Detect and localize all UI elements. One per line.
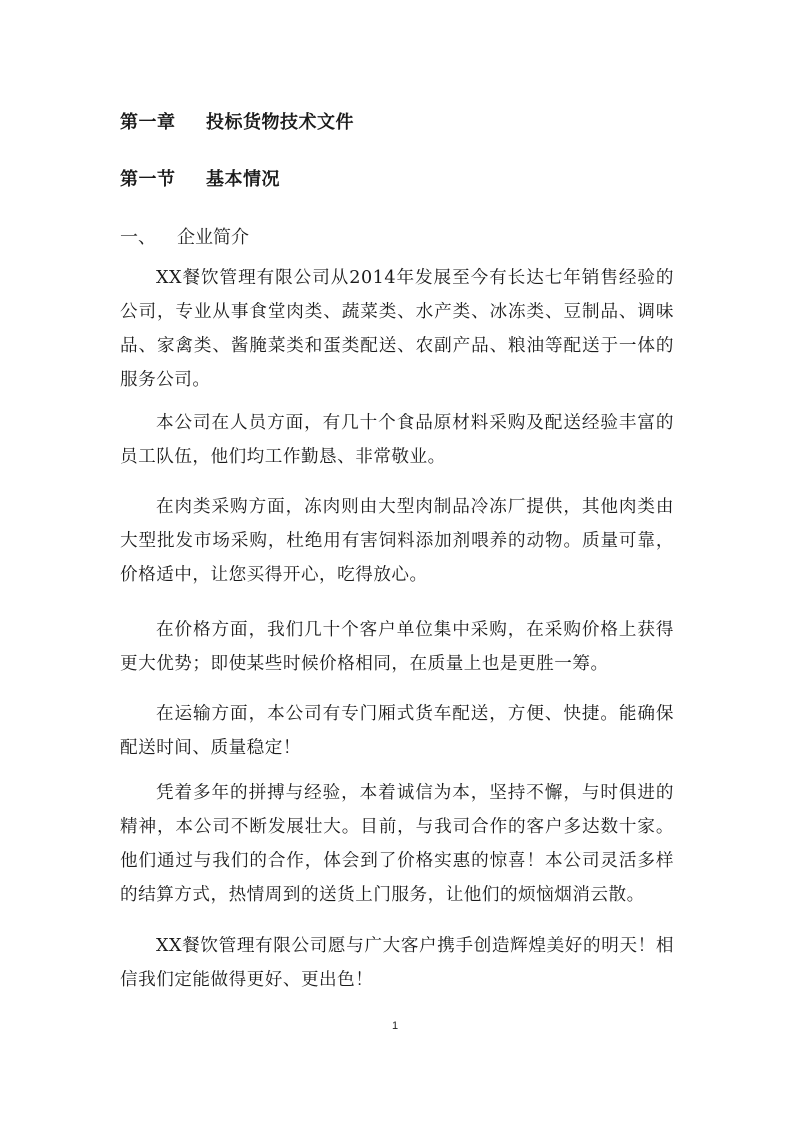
paragraph-closing: XX餐饮管理有限公司愿与广大客户携手创造辉煌美好的明天！相信我们定能做得更好、更出色！ bbox=[120, 936, 674, 990]
section-title: 基本情况 bbox=[206, 169, 280, 190]
chapter-number: 第一章 bbox=[120, 112, 176, 133]
subsection-number: 一、 bbox=[120, 227, 156, 248]
section-heading bbox=[120, 165, 280, 191]
chapter-title: 投标货物技术文件 bbox=[206, 112, 354, 133]
chapter-heading bbox=[120, 108, 354, 134]
paragraph-development: 凭着多年的拼搏与经验，本着诚信为本，坚持不懈，与时俱进的精神，本公司不断发展壮大。目前，与我司合作的客户多达数十家。他们通过与我们的合作，体会到了价格实惠的惊喜！本公司灵活多样的结算方式，热情周到的送货上门服务，让他们的烦恼烟消云散。 bbox=[120, 783, 674, 905]
page-number: 1 bbox=[392, 1020, 399, 1032]
paragraph-meat-procurement: 在肉类采购方面，冻肉则由大型肉制品冷冻厂提供，其他肉类由大型批发市场采购，杜绝用有害饲料添加剂喂养的动物。质量可靠，价格适中，让您买得开心，吃得放心。 bbox=[120, 497, 674, 585]
section-number: 第一节 bbox=[120, 169, 176, 190]
subsection-heading bbox=[120, 223, 249, 249]
paragraph-transport: 在运输方面，本公司有专门厢式货车配送，方便、快捷。能确保配送时间、质量稳定！ bbox=[120, 704, 674, 758]
subsection-title: 企业简介 bbox=[177, 227, 249, 248]
paragraph-company-intro: XX餐饮管理有限公司从2014年发展至今有长达七年销售经验的公司，专业从事食堂肉类、蔬菜类、水产类、冰冻类、豆制品、调味品、家禽类、酱腌菜类和蛋类配送、农副产品、粮油等配送于一体的服务公司。 bbox=[120, 268, 674, 390]
paragraph-pricing: 在价格方面，我们几十个客户单位集中采购，在采购价格上获得更大优势；即使某些时候价格相同，在质量上也是更胜一筹。 bbox=[120, 620, 674, 674]
paragraph-staff: 本公司在人员方面，有几十个食品原材料采购及配送经验丰富的员工队伍，他们均工作勤恳、非常敬业。 bbox=[120, 413, 674, 467]
